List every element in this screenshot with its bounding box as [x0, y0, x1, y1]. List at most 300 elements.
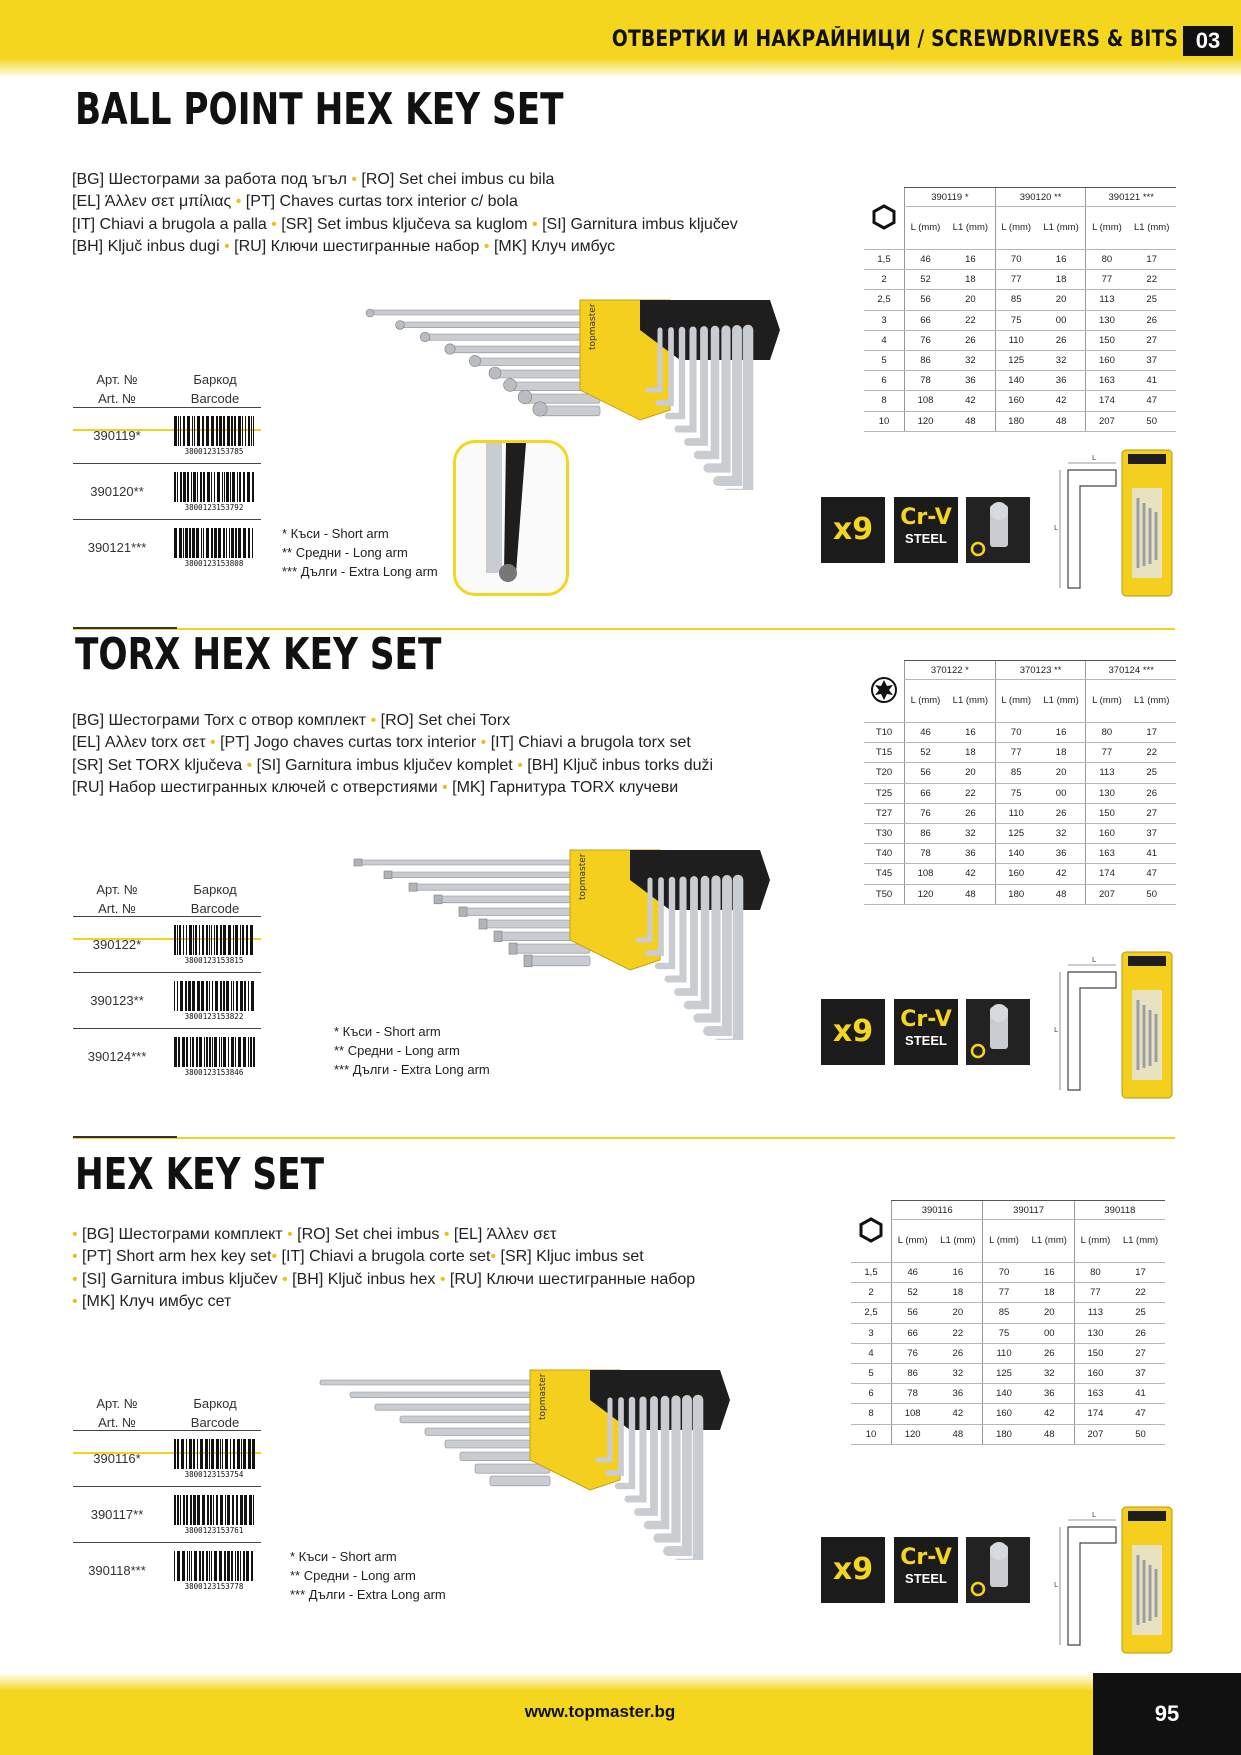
table-cell: 41: [1127, 844, 1176, 864]
column-header: 370124 ***: [1086, 661, 1176, 680]
table-cell: 48: [1037, 884, 1086, 904]
material-badge: [894, 497, 958, 563]
table-cell: T15: [864, 743, 905, 763]
column-header: 390116: [892, 1201, 983, 1220]
table-cell: 3: [864, 310, 905, 330]
table-cell: 140: [995, 371, 1036, 391]
barcode: [172, 1551, 256, 1591]
description-line: • [BG] Шестограми комплект • [RO] Set chei imbus • [EL] Άλλεν σετ: [72, 1226, 557, 1243]
table-cell: 56: [905, 290, 946, 310]
table-cell: 20: [1037, 290, 1086, 310]
article-number-header: [73, 370, 161, 408]
table-cell: 1,5: [851, 1263, 892, 1283]
table-cell: 160: [983, 1404, 1025, 1424]
divider-accent: [73, 1136, 177, 1138]
description-line: [RU] Набор шестигранных ключей с отверстиями • [MK] Гарнитура TORX клучеви: [72, 779, 679, 797]
hexagon-icon: [858, 1235, 884, 1246]
table-cell: 76: [905, 803, 946, 823]
table-cell: 36: [1037, 844, 1086, 864]
table-row: [864, 250, 1176, 270]
table-cell: 22: [946, 310, 995, 330]
table-cell: 78: [905, 371, 946, 391]
barcode: [172, 925, 256, 965]
table-cell: 36: [933, 1384, 983, 1404]
page-number: 95: [1093, 1673, 1241, 1755]
table-cell: 108: [905, 864, 946, 884]
table-cell: 52: [892, 1283, 934, 1303]
tip-profile-badge: [966, 1537, 1030, 1603]
brand-mark: topmaster: [588, 303, 598, 350]
table-cell: T50: [864, 884, 905, 904]
note-line: ** Средни - Long arm: [334, 1043, 460, 1058]
table-cell: T45: [864, 864, 905, 884]
barcode: [172, 1439, 256, 1479]
table-cell: 70: [995, 723, 1036, 743]
table-cell: 78: [905, 844, 946, 864]
svg-text:3800123153754: 3800123153754: [184, 1470, 244, 1479]
table-cell: 3: [851, 1323, 892, 1343]
sub-header: L (mm): [995, 680, 1036, 723]
table-cell: 32: [946, 350, 995, 370]
table-cell: 160: [1086, 350, 1127, 370]
table-cell: 207: [1086, 884, 1127, 904]
description-line: [BG] Шестограми за работа под ъгъл • [RO] Set chei imbus cu bila: [72, 171, 555, 188]
table-cell: 00: [1037, 310, 1086, 330]
table-cell: 22: [1127, 270, 1176, 290]
note-line: * Къси - Short arm: [290, 1549, 397, 1564]
table-row: [864, 844, 1176, 864]
table-cell: 26: [933, 1343, 983, 1363]
chapter-number: 03: [1183, 26, 1233, 56]
barcode: [172, 416, 256, 456]
table-cell: 75: [983, 1323, 1025, 1343]
table-cell: 42: [1037, 864, 1086, 884]
piece-count-badge: x9: [821, 999, 885, 1065]
table-cell: 110: [995, 330, 1036, 350]
table-cell: 130: [1086, 310, 1127, 330]
table-cell: 42: [946, 864, 995, 884]
column-header: 390117: [983, 1201, 1074, 1220]
table-row: [864, 310, 1176, 330]
table-cell: 108: [892, 1404, 934, 1424]
product-image: [340, 290, 800, 495]
description-line: [SR] Set TORX ključeva • [SI] Garnitura imbus ključev komplet • [BH] Ključ inbus torks duži: [72, 756, 714, 774]
table-cell: 85: [995, 763, 1036, 783]
sub-header: L (mm): [1086, 207, 1127, 250]
sub-header: L (mm): [905, 207, 946, 250]
table-cell: 85: [983, 1303, 1025, 1323]
table-cell: 4: [864, 330, 905, 350]
table-cell: 77: [995, 743, 1036, 763]
svg-text:L: L: [1054, 524, 1058, 532]
table-cell: 160: [1086, 823, 1127, 843]
table-row: [864, 743, 1176, 763]
table-cell: 86: [892, 1363, 934, 1383]
table-cell: 108: [905, 391, 946, 411]
table-row: [851, 1343, 1165, 1363]
table-cell: 150: [1086, 330, 1127, 350]
table-cell: 18: [946, 743, 995, 763]
note-line: *** Дълги - Extra Long arm: [334, 1062, 490, 1077]
article-row: [73, 1430, 261, 1487]
sub-header: L1 (mm): [1037, 680, 1086, 723]
table-cell: 18: [1025, 1283, 1075, 1303]
size-spec-table: [851, 1200, 1165, 1445]
article-row: [73, 916, 261, 973]
article-code: 390118***: [88, 1563, 146, 1578]
sub-header: L1 (mm): [933, 1220, 983, 1263]
material-badge: [894, 999, 958, 1065]
table-cell: 27: [1127, 330, 1176, 350]
article-number-header: [73, 880, 161, 918]
table-cell: 20: [946, 290, 995, 310]
table-cell: 113: [1086, 763, 1127, 783]
table-cell: T40: [864, 844, 905, 864]
table-cell: 56: [892, 1303, 934, 1323]
table-row: [864, 783, 1176, 803]
sub-header: L1 (mm): [1127, 207, 1176, 250]
article-label-bg: Арт. №: [96, 1396, 138, 1411]
table-cell: 120: [905, 884, 946, 904]
table-cell: 8: [864, 391, 905, 411]
article-row: [73, 972, 261, 1029]
article-code: 390124***: [87, 1049, 147, 1064]
table-cell: 113: [1086, 290, 1127, 310]
table-cell: 17: [1127, 250, 1176, 270]
table-row: [851, 1323, 1165, 1343]
profile-cell: [864, 661, 905, 723]
table-cell: 85: [995, 290, 1036, 310]
section-description: [72, 169, 738, 259]
table-cell: 26: [1037, 803, 1086, 823]
column-header: 370122 *: [905, 661, 996, 680]
table-cell: 130: [1086, 783, 1127, 803]
table-cell: 10: [851, 1424, 892, 1444]
table-cell: 42: [1025, 1404, 1075, 1424]
piece-count-badge: x9: [821, 497, 885, 563]
table-cell: 180: [983, 1424, 1025, 1444]
barcode-label-en: Barcode: [190, 1415, 240, 1430]
ball-end-detail: [453, 440, 569, 596]
article-code: 390123**: [90, 993, 144, 1008]
article-row: [73, 463, 261, 520]
table-cell: 25: [1127, 763, 1176, 783]
article-code: 390119*: [93, 428, 141, 443]
table-cell: 26: [946, 330, 995, 350]
table-cell: 75: [995, 783, 1036, 803]
article-code: 390116*: [93, 1451, 141, 1466]
size-spec-table: [864, 660, 1176, 905]
table-cell: 46: [892, 1263, 934, 1283]
barcode: [172, 472, 256, 512]
note-line: ** Средни - Long arm: [290, 1568, 416, 1583]
table-cell: T25: [864, 783, 905, 803]
table-cell: 27: [1116, 1343, 1165, 1363]
table-cell: 120: [905, 411, 946, 431]
sub-header: L1 (mm): [1037, 207, 1086, 250]
table-row: [851, 1424, 1165, 1444]
table-cell: 174: [1074, 1404, 1116, 1424]
table-cell: 48: [946, 884, 995, 904]
barcode-label-en: Barcode: [190, 901, 240, 916]
sub-header: L (mm): [905, 680, 946, 723]
table-cell: 36: [1025, 1384, 1075, 1404]
brand-mark: topmaster: [538, 1373, 548, 1420]
table-cell: 110: [995, 803, 1036, 823]
article-label-en: Art. №: [98, 1415, 136, 1430]
svg-text:L: L: [1092, 454, 1096, 462]
table-cell: 180: [995, 884, 1036, 904]
table-cell: 26: [1116, 1323, 1165, 1343]
table-cell: 56: [905, 763, 946, 783]
table-cell: 16: [933, 1263, 983, 1283]
barcode-label-en: Barcode: [190, 391, 240, 406]
table-row: [851, 1404, 1165, 1424]
column-header: 390120 **: [995, 188, 1086, 207]
table-cell: 78: [892, 1384, 934, 1404]
svg-text:3800123153815: 3800123153815: [184, 956, 244, 965]
article-row: [73, 1028, 261, 1085]
table-cell: 77: [1074, 1283, 1116, 1303]
packaging-image: [1046, 950, 1176, 1105]
table-cell: 32: [933, 1363, 983, 1383]
table-cell: 120: [892, 1424, 934, 1444]
table-cell: 77: [983, 1283, 1025, 1303]
article-code: 390121***: [87, 540, 147, 555]
table-cell: 2: [851, 1283, 892, 1303]
product-image: [290, 1360, 750, 1565]
barcode-header: [170, 370, 260, 408]
table-cell: 160: [1074, 1363, 1116, 1383]
table-cell: 150: [1086, 803, 1127, 823]
table-cell: 125: [983, 1363, 1025, 1383]
table-cell: 47: [1116, 1404, 1165, 1424]
svg-text:3800123153808: 3800123153808: [184, 559, 244, 568]
table-cell: 20: [946, 763, 995, 783]
table-cell: 110: [983, 1343, 1025, 1363]
table-cell: 2,5: [851, 1303, 892, 1323]
note-line: * Къси - Short arm: [334, 1024, 441, 1039]
tip-profile-badge: [966, 497, 1030, 563]
article-row: [73, 1542, 261, 1599]
table-cell: 18: [1037, 743, 1086, 763]
table-cell: 52: [905, 270, 946, 290]
note-line: *** Дълги - Extra Long arm: [290, 1587, 446, 1602]
table-cell: 80: [1086, 250, 1127, 270]
column-header: 390121 ***: [1086, 188, 1176, 207]
table-cell: 80: [1074, 1263, 1116, 1283]
table-cell: 17: [1116, 1263, 1165, 1283]
note-line: ** Средни - Long arm: [282, 545, 408, 560]
table-cell: 70: [995, 250, 1036, 270]
arm-length-notes: [282, 524, 438, 581]
table-row: [864, 411, 1176, 431]
description-line: [IT] Chiavi a brugola a palla • [SR] Set imbus ključeva sa kuglom • [SI] Garnitura imbus ključev: [72, 215, 738, 233]
table-cell: 36: [946, 844, 995, 864]
table-cell: 48: [1025, 1424, 1075, 1444]
table-row: [864, 763, 1176, 783]
svg-text:3800123153761: 3800123153761: [184, 1526, 244, 1535]
table-cell: 125: [995, 823, 1036, 843]
table-cell: T30: [864, 823, 905, 843]
category-title: ОТВЕРТКИ И НАКРАЙНИЦИ / SCREWDRIVERS & BITS: [611, 27, 1178, 52]
table-row: [864, 723, 1176, 743]
table-cell: 113: [1074, 1303, 1116, 1323]
barcode-label-bg: Баркод: [193, 882, 237, 897]
table-row: [851, 1263, 1165, 1283]
article-label-en: Art. №: [98, 391, 136, 406]
table-cell: 25: [1127, 290, 1176, 310]
table-cell: 66: [905, 310, 946, 330]
table-cell: T27: [864, 803, 905, 823]
column-header: 390118: [1074, 1201, 1165, 1220]
description-line: • [PT] Short arm hex key set• [IT] Chiavi a brugola corte set• [SR] Kljuc imbus set: [72, 1248, 644, 1266]
description-line: • [MK] Клуч имбус сет: [72, 1293, 232, 1311]
table-cell: 86: [905, 350, 946, 370]
table-row: [864, 330, 1176, 350]
table-cell: 140: [995, 844, 1036, 864]
table-cell: 32: [946, 823, 995, 843]
table-cell: 163: [1086, 371, 1127, 391]
section-title: BALL POINT HEX KEY SET: [75, 84, 564, 135]
column-header: 390119 *: [905, 188, 996, 207]
table-cell: T20: [864, 763, 905, 783]
table-cell: 16: [1025, 1263, 1075, 1283]
profile-cell: [864, 188, 905, 250]
table-cell: 8: [851, 1404, 892, 1424]
packaging-image: [1046, 1505, 1176, 1660]
sub-header: L1 (mm): [946, 680, 995, 723]
table-cell: 5: [864, 350, 905, 370]
barcode: [172, 981, 256, 1021]
table-cell: 16: [1037, 723, 1086, 743]
profile-cell: [851, 1201, 892, 1263]
table-cell: 25: [1116, 1303, 1165, 1323]
table-row: [864, 391, 1176, 411]
note-line: *** Дълги - Extra Long arm: [282, 564, 438, 579]
table-cell: 37: [1127, 350, 1176, 370]
svg-text:3800123153792: 3800123153792: [184, 503, 244, 512]
table-cell: 17: [1127, 723, 1176, 743]
table-cell: 207: [1086, 411, 1127, 431]
table-cell: 41: [1116, 1384, 1165, 1404]
table-cell: 163: [1086, 844, 1127, 864]
table-row: [851, 1363, 1165, 1383]
svg-text:L: L: [1092, 956, 1096, 964]
table-cell: 48: [946, 411, 995, 431]
sub-header: L1 (mm): [1127, 680, 1176, 723]
table-cell: 50: [1116, 1424, 1165, 1444]
table-cell: 26: [1025, 1343, 1075, 1363]
table-cell: 42: [946, 391, 995, 411]
table-cell: 47: [1127, 391, 1176, 411]
table-cell: 77: [1086, 270, 1127, 290]
table-cell: 16: [1037, 250, 1086, 270]
table-cell: 66: [905, 783, 946, 803]
table-cell: 26: [946, 803, 995, 823]
sub-header: L1 (mm): [1116, 1220, 1165, 1263]
website-link[interactable]: www.topmaster.bg: [524, 1702, 676, 1721]
sub-header: L (mm): [983, 1220, 1025, 1263]
table-cell: 26: [1037, 330, 1086, 350]
material-bottom: STEEL: [905, 531, 947, 546]
article-code: 390122*: [92, 937, 142, 952]
table-cell: 4: [851, 1343, 892, 1363]
table-cell: 80: [1086, 723, 1127, 743]
table-cell: 77: [995, 270, 1036, 290]
article-label-bg: Арт. №: [96, 882, 138, 897]
material-top: Cr-V: [900, 505, 952, 530]
table-cell: 36: [1037, 371, 1086, 391]
article-row: [73, 1486, 261, 1543]
table-row: [851, 1384, 1165, 1404]
table-cell: 22: [933, 1323, 983, 1343]
svg-text:L: L: [1054, 1581, 1058, 1589]
description-line: [BH] Ključ inbus dugi • [RU] Ключи шестигранные набор • [MK] Клуч имбус: [72, 238, 616, 256]
table-row: [864, 290, 1176, 310]
table-row: [851, 1283, 1165, 1303]
table-cell: 22: [1116, 1283, 1165, 1303]
table-cell: 37: [1116, 1363, 1165, 1383]
table-cell: 180: [995, 411, 1036, 431]
table-cell: T10: [864, 723, 905, 743]
table-cell: 42: [933, 1404, 983, 1424]
table-row: [864, 350, 1176, 370]
table-cell: 70: [983, 1263, 1025, 1283]
table-cell: 46: [905, 250, 946, 270]
description-line: [EL] Άλλεν σετ μπίλιας • [PT] Chaves curtas torx interior c/ bola: [72, 193, 518, 211]
table-cell: 18: [933, 1283, 983, 1303]
table-cell: 6: [864, 371, 905, 391]
table-cell: 26: [1127, 783, 1176, 803]
torx-icon: [871, 695, 897, 706]
size-spec-table: [864, 187, 1176, 432]
hexagon-icon: [871, 222, 897, 233]
barcode: [172, 1495, 256, 1535]
sub-header: L1 (mm): [1025, 1220, 1075, 1263]
article-row: [73, 519, 261, 576]
material-top: Cr-V: [900, 1545, 952, 1570]
section-description: [72, 710, 713, 800]
table-cell: 160: [995, 864, 1036, 884]
table-cell: 47: [1127, 864, 1176, 884]
description-line: [BG] Шестограми Torx с отвор комплект • [RO] Set chei Torx: [72, 712, 511, 729]
table-cell: 48: [1037, 411, 1086, 431]
table-cell: 174: [1086, 391, 1127, 411]
table-cell: 160: [995, 391, 1036, 411]
table-row: [851, 1303, 1165, 1323]
svg-text:L: L: [1092, 1511, 1096, 1519]
table-cell: 37: [1127, 823, 1176, 843]
table-cell: 41: [1127, 371, 1176, 391]
table-cell: 22: [946, 783, 995, 803]
table-cell: 6: [851, 1384, 892, 1404]
table-cell: 86: [905, 823, 946, 843]
barcode: [172, 528, 256, 568]
table-cell: 32: [1025, 1363, 1075, 1383]
table-cell: 16: [946, 723, 995, 743]
table-cell: 140: [983, 1384, 1025, 1404]
article-code: 390120**: [90, 484, 144, 499]
sub-header: L (mm): [892, 1220, 934, 1263]
table-cell: 32: [1037, 823, 1086, 843]
table-cell: 52: [905, 743, 946, 763]
table-row: [864, 270, 1176, 290]
table-cell: 27: [1127, 803, 1176, 823]
table-cell: 75: [995, 310, 1036, 330]
svg-text:3800123153822: 3800123153822: [184, 1012, 244, 1021]
table-cell: 00: [1025, 1323, 1075, 1343]
